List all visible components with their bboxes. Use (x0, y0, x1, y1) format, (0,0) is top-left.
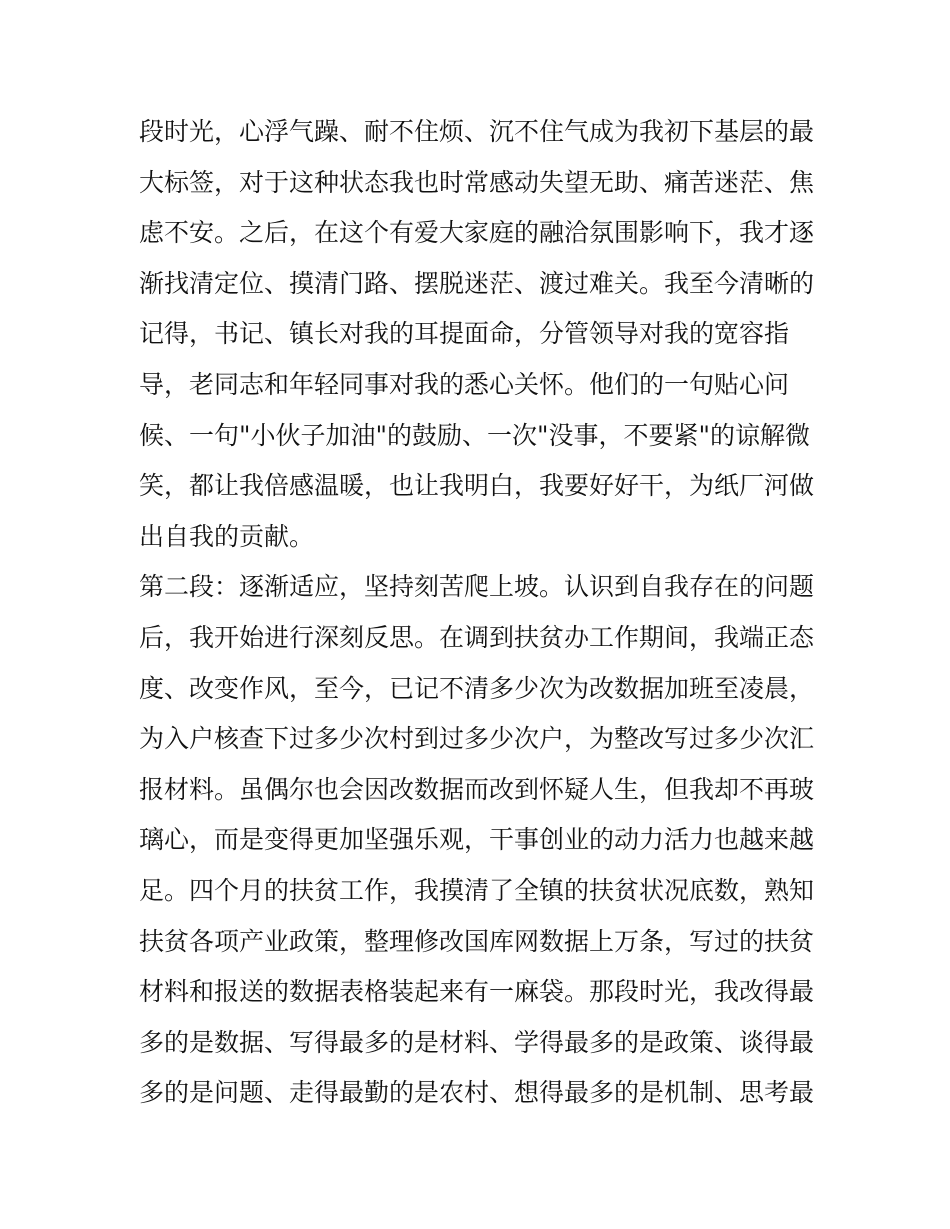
text-line: 多的是数据、写得最多的是材料、学得最多的是政策、谈得最 (139, 1027, 815, 1057)
text-line: 多的是问题、走得最勤的是农村、想得最多的是机制、思考最 (139, 1078, 815, 1108)
text-line: 为入户核查下过多少次村到过多少次户，为整改写过多少次汇 (139, 724, 815, 754)
body-text (139, 107, 819, 1119)
text-line: 渐找清定位、摸清门路、摆脱迷茫、渡过难关。我至今清晰的 (139, 268, 815, 298)
section-heading-line: 第二段：逐渐适应，坚持刻苦爬上坡。认识到自我存在的问题 (139, 572, 815, 602)
text-line: 后，我开始进行深刻反思。在调到扶贫办工作期间，我端正态 (139, 622, 815, 652)
text-line: 足。四个月的扶贫工作，我摸清了全镇的扶贫状况底数，熟知 (139, 875, 815, 905)
text-line: 大标签，对于这种状态我也时常感动失望无助、痛苦迷茫、焦 (139, 167, 815, 197)
text-line: 璃心，而是变得更加坚强乐观，干事创业的动力活力也越来越 (139, 825, 815, 855)
text-line: 材料和报送的数据表格装起来有一麻袋。那段时光，我改得最 (139, 977, 815, 1007)
text-line: 候、一句"小伙子加油"的鼓励、一次"没事，不要紧"的谅解微 (139, 420, 810, 450)
text-line: 报材料。虽偶尔也会因改数据而改到怀疑人生，但我却不再玻 (139, 774, 815, 804)
text-line: 记得，书记、镇长对我的耳提面命，分管领导对我的宽容指 (139, 319, 790, 349)
text-line: 扶贫各项产业政策，整理修改国库网数据上万条，写过的扶贫 (139, 926, 815, 956)
text-line: 虑不安。之后，在这个有爱大家庭的融洽氛围影响下，我才逐 (139, 218, 815, 248)
text-line: 出自我的贡献。 (139, 521, 315, 551)
text-line: 导，老同志和年轻同事对我的悉心关怀。他们的一句贴心问 (139, 369, 790, 399)
text-line: 笑，都让我倍感温暖，也让我明白，我要好好干，为纸厂河做 (139, 471, 815, 501)
text-line: 段时光，心浮气躁、耐不住烦、沉不住气成为我初下基层的最 (139, 117, 815, 146)
text-line: 度、改变作风，至今，已记不清多少次为改数据加班至凌晨， (139, 673, 815, 703)
